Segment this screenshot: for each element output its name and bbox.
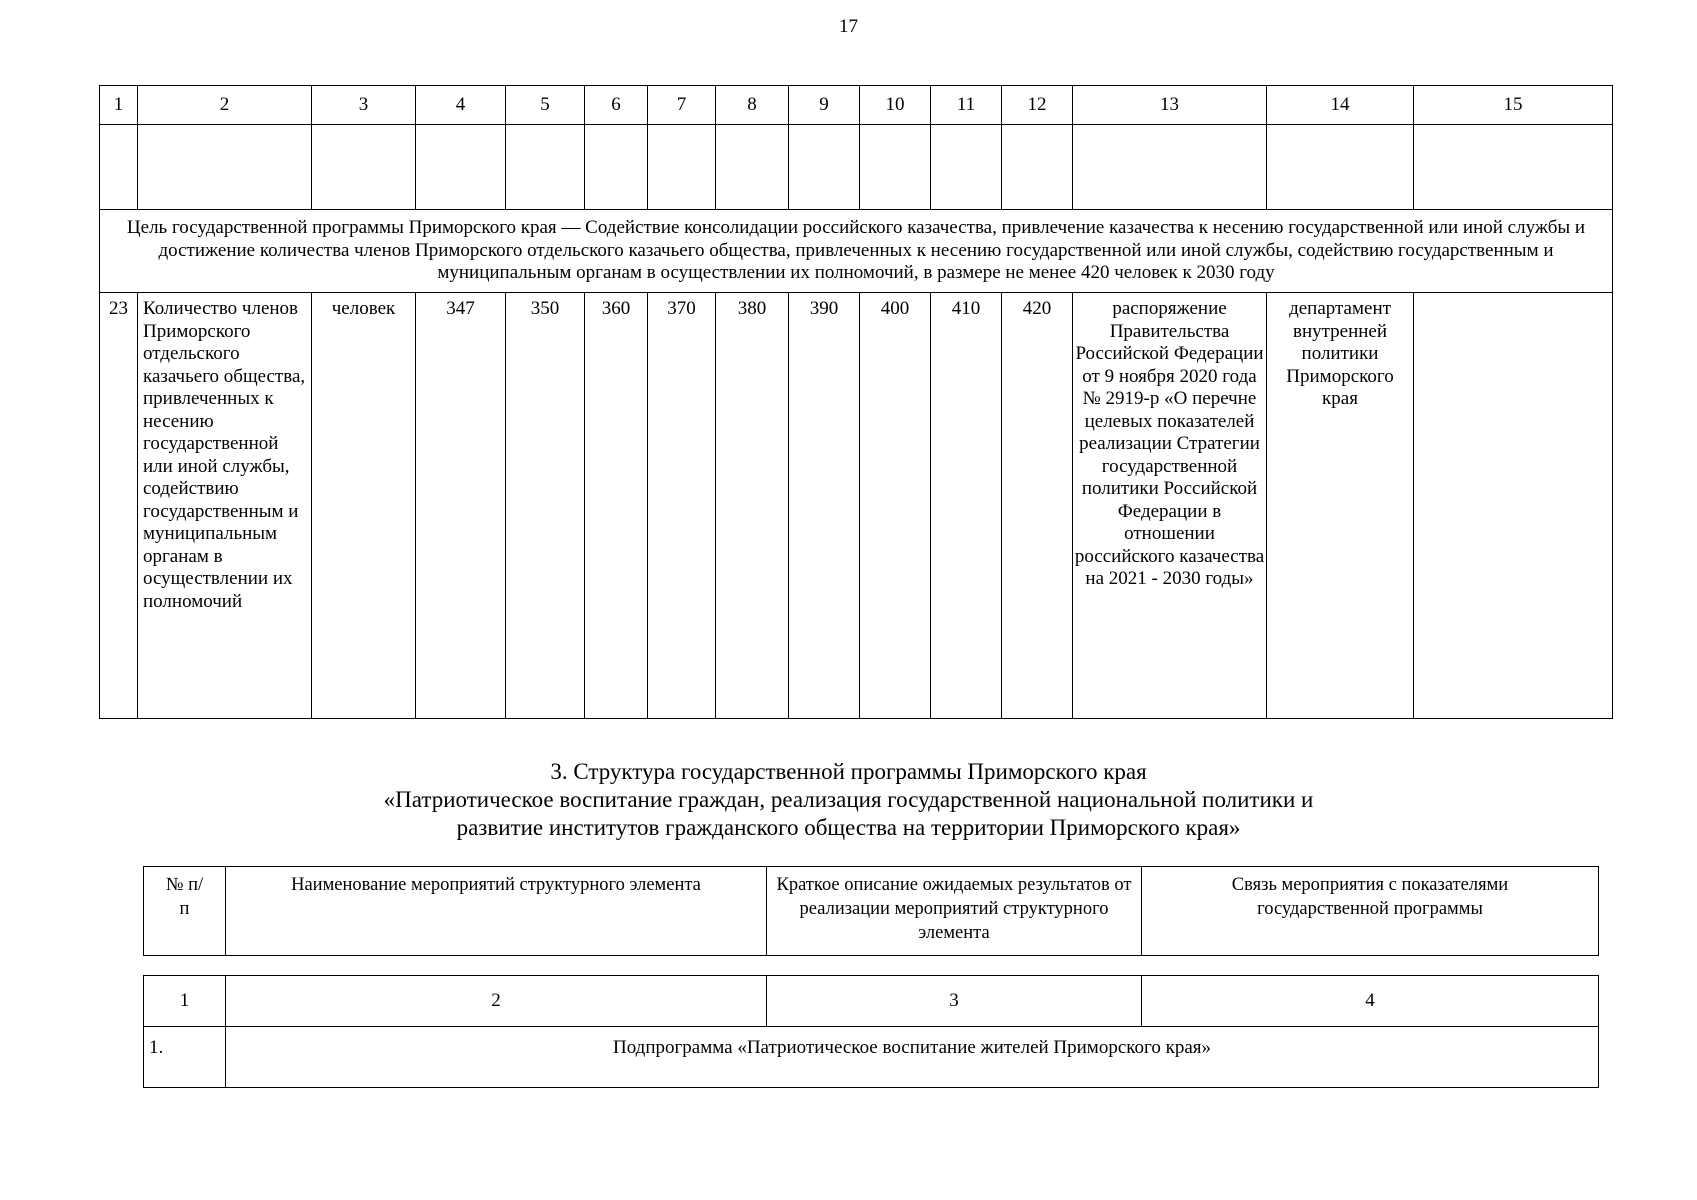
section-title <box>0 758 1697 842</box>
responsible-body: департамент внутренней политики Приморского края <box>1267 293 1414 719</box>
value-cell: 370 <box>648 293 716 719</box>
empty-cell <box>100 125 138 210</box>
column-number: 4 <box>416 86 506 125</box>
section-title-line: развитие институтов гражданского общества на территории Приморского края» <box>456 815 1241 840</box>
subprogram-number: 1. <box>144 1027 226 1088</box>
section-title-line: «Патриотическое воспитание граждан, реализация государственной национальной политики и <box>383 787 1314 812</box>
empty-cell <box>789 125 860 210</box>
column-number: 15 <box>1414 86 1613 125</box>
column-number: 1 <box>144 976 226 1027</box>
program-goal-text: Цель государственной программы Приморского края — Содействие консолидации российского казачества, привлечение казачества к несению государственной или иной службы и достижение количества членов Приморского отдельского казачьего общества, привлеченных к несению государственной или иной службы, содействию государственным и муниципальным органам в осуществлении их полномочий, в размере не менее 420 человек к 2030 году <box>100 210 1613 293</box>
row-number: 23 <box>100 293 138 719</box>
structure-header-row <box>144 867 1599 956</box>
indicators-table <box>99 85 1613 719</box>
empty-cell <box>1073 125 1267 210</box>
column-number: 9 <box>789 86 860 125</box>
column-number: 2 <box>138 86 312 125</box>
empty-cell <box>1002 125 1073 210</box>
column-number: 11 <box>931 86 1002 125</box>
column-number: 2 <box>226 976 767 1027</box>
column-number: 12 <box>1002 86 1073 125</box>
subprogram-title: Подпрограмма «Патриотическое воспитание жителей Приморского края» <box>226 1027 1599 1088</box>
value-cell: 360 <box>585 293 648 719</box>
column-number-row <box>100 86 1613 125</box>
column-number: 1 <box>100 86 138 125</box>
empty-cell <box>506 125 585 210</box>
empty-cell <box>860 125 931 210</box>
empty-cell <box>1267 125 1414 210</box>
empty-cell <box>138 125 312 210</box>
value-cell: 347 <box>416 293 506 719</box>
value-cell: 350 <box>506 293 585 719</box>
structure-body-table <box>143 975 1599 1088</box>
value-cell: 410 <box>931 293 1002 719</box>
goal-row <box>100 210 1613 293</box>
empty-cell <box>931 125 1002 210</box>
unit-cell: человек <box>312 293 416 719</box>
subprogram-row <box>144 1027 1599 1088</box>
column-number: 13 <box>1073 86 1267 125</box>
source-document: распоряжение Правительства Российской Федерации от 9 ноября 2020 года № 2919-р «О перечне целевых показателей реализации Стратегии государственной политики Российской Федерации в отношении российского казачества на 2021 - 2030 годы» <box>1073 293 1267 719</box>
header-description: Краткое описание ожидаемых результатов от реализации мероприятий структурного элемента <box>767 867 1142 956</box>
empty-cell <box>1414 293 1613 719</box>
column-number: 14 <box>1267 86 1414 125</box>
column-number: 5 <box>506 86 585 125</box>
empty-cell <box>1414 125 1613 210</box>
column-number: 3 <box>767 976 1142 1027</box>
structure-column-number-row <box>144 976 1599 1027</box>
structure-header-table <box>143 866 1599 956</box>
column-number: 8 <box>716 86 789 125</box>
column-number: 4 <box>1142 976 1599 1027</box>
empty-cell <box>648 125 716 210</box>
indicator-name: Количество членов Приморского отдельского казачьего общества, привлеченных к несению государственной или иной службы, содействию государственным и муниципальным органам в осуществлении их полномочий <box>138 293 312 719</box>
column-number: 10 <box>860 86 931 125</box>
header-number: № п/п <box>144 867 226 956</box>
header-indicator-link: Связь мероприятия с показателями государственной программы <box>1142 867 1599 956</box>
empty-cell <box>585 125 648 210</box>
column-number: 3 <box>312 86 416 125</box>
value-cell: 380 <box>716 293 789 719</box>
header-activity-name: Наименование мероприятий структурного элемента <box>226 867 767 956</box>
indicator-row <box>100 293 1613 719</box>
empty-cell <box>716 125 789 210</box>
value-cell: 400 <box>860 293 931 719</box>
empty-cell <box>416 125 506 210</box>
value-cell: 420 <box>1002 293 1073 719</box>
empty-row <box>100 125 1613 210</box>
empty-cell <box>312 125 416 210</box>
page-number: 17 <box>839 16 858 37</box>
column-number: 6 <box>585 86 648 125</box>
column-number: 7 <box>648 86 716 125</box>
value-cell: 390 <box>789 293 860 719</box>
section-title-line: 3. Структура государственной программы Приморского края <box>550 759 1147 784</box>
